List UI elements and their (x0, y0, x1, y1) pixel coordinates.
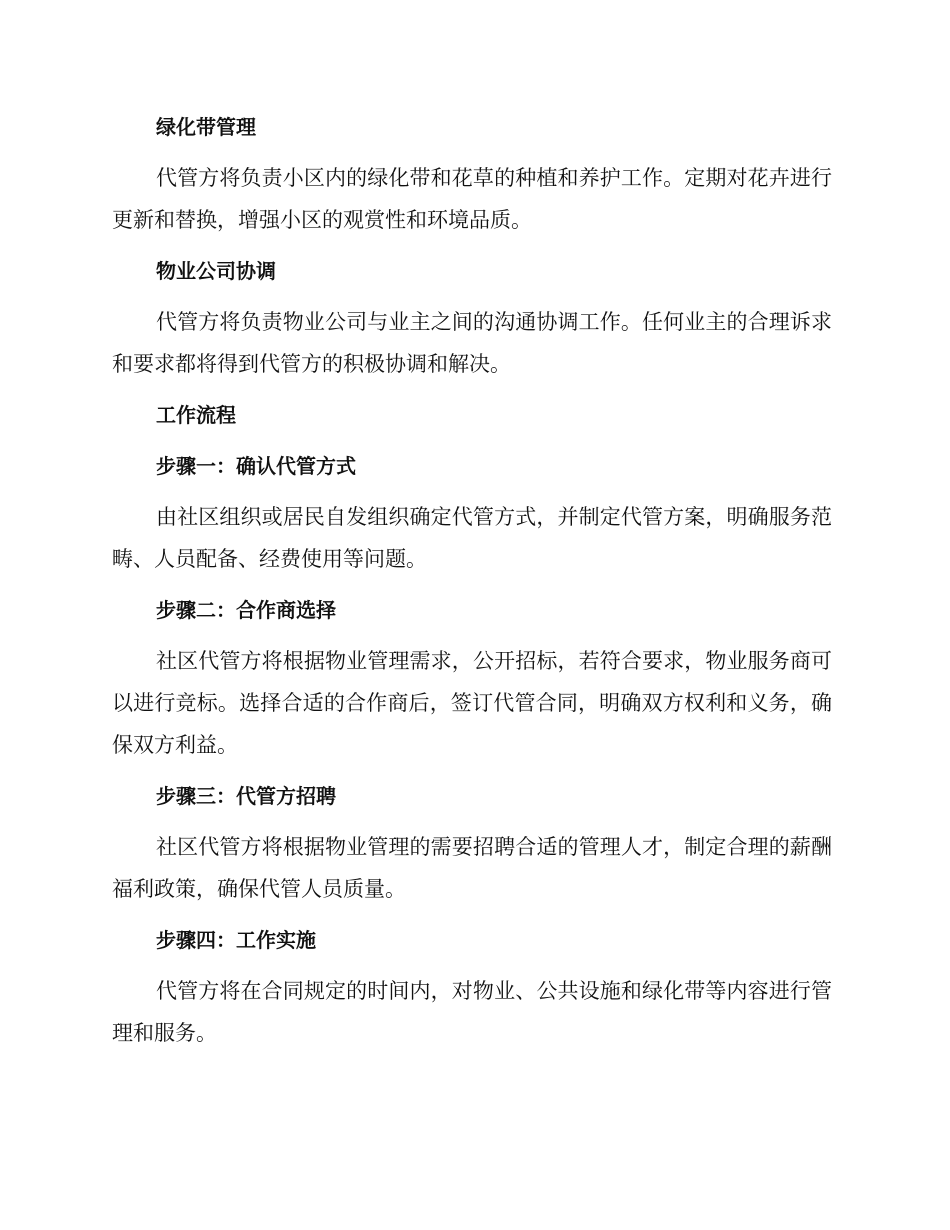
section-heading-step-1: 步骤一：确认代管方式 (156, 454, 356, 478)
section-heading-greenbelt: 绿化带管理 (156, 115, 256, 139)
section-body-step-1: 由社区组织或居民自发组织确定代管方式，并制定代管方案，明确服务范畴、人员配备、经费使用等问题。 (112, 505, 832, 571)
section-heading-step-4: 步骤四：工作实施 (156, 928, 316, 952)
document-content (112, 106, 832, 1063)
section-body-step-4: 代管方将在合同规定的时间内，对物业、公共设施和绿化带等内容进行管理和服务。 (112, 979, 832, 1045)
section-body-step-3: 社区代管方将根据物业管理的需要招聘合适的管理人才，制定合理的薪酬福利政策，确保代管人员质量。 (112, 835, 832, 901)
section-heading-workflow: 工作流程 (156, 403, 236, 427)
section-body-step-2: 社区代管方将根据物业管理需求，公开招标，若符合要求，物业服务商可以进行竞标。选择合适的合作商后，签订代管合同，明确双方权利和义务，确保双方利益。 (112, 649, 832, 757)
section-heading-property-coordination: 物业公司协调 (156, 259, 276, 283)
section-body-greenbelt: 代管方将负责小区内的绿化带和花草的种植和养护工作。定期对花卉进行更新和替换，增强小区的观赏性和环境品质。 (112, 166, 832, 232)
section-heading-step-2: 步骤二：合作商选择 (156, 598, 336, 622)
section-body-property-coordination: 代管方将负责物业公司与业主之间的沟通协调工作。任何业主的合理诉求和要求都将得到代管方的积极协调和解决。 (112, 310, 832, 376)
section-heading-step-3: 步骤三：代管方招聘 (156, 784, 336, 808)
